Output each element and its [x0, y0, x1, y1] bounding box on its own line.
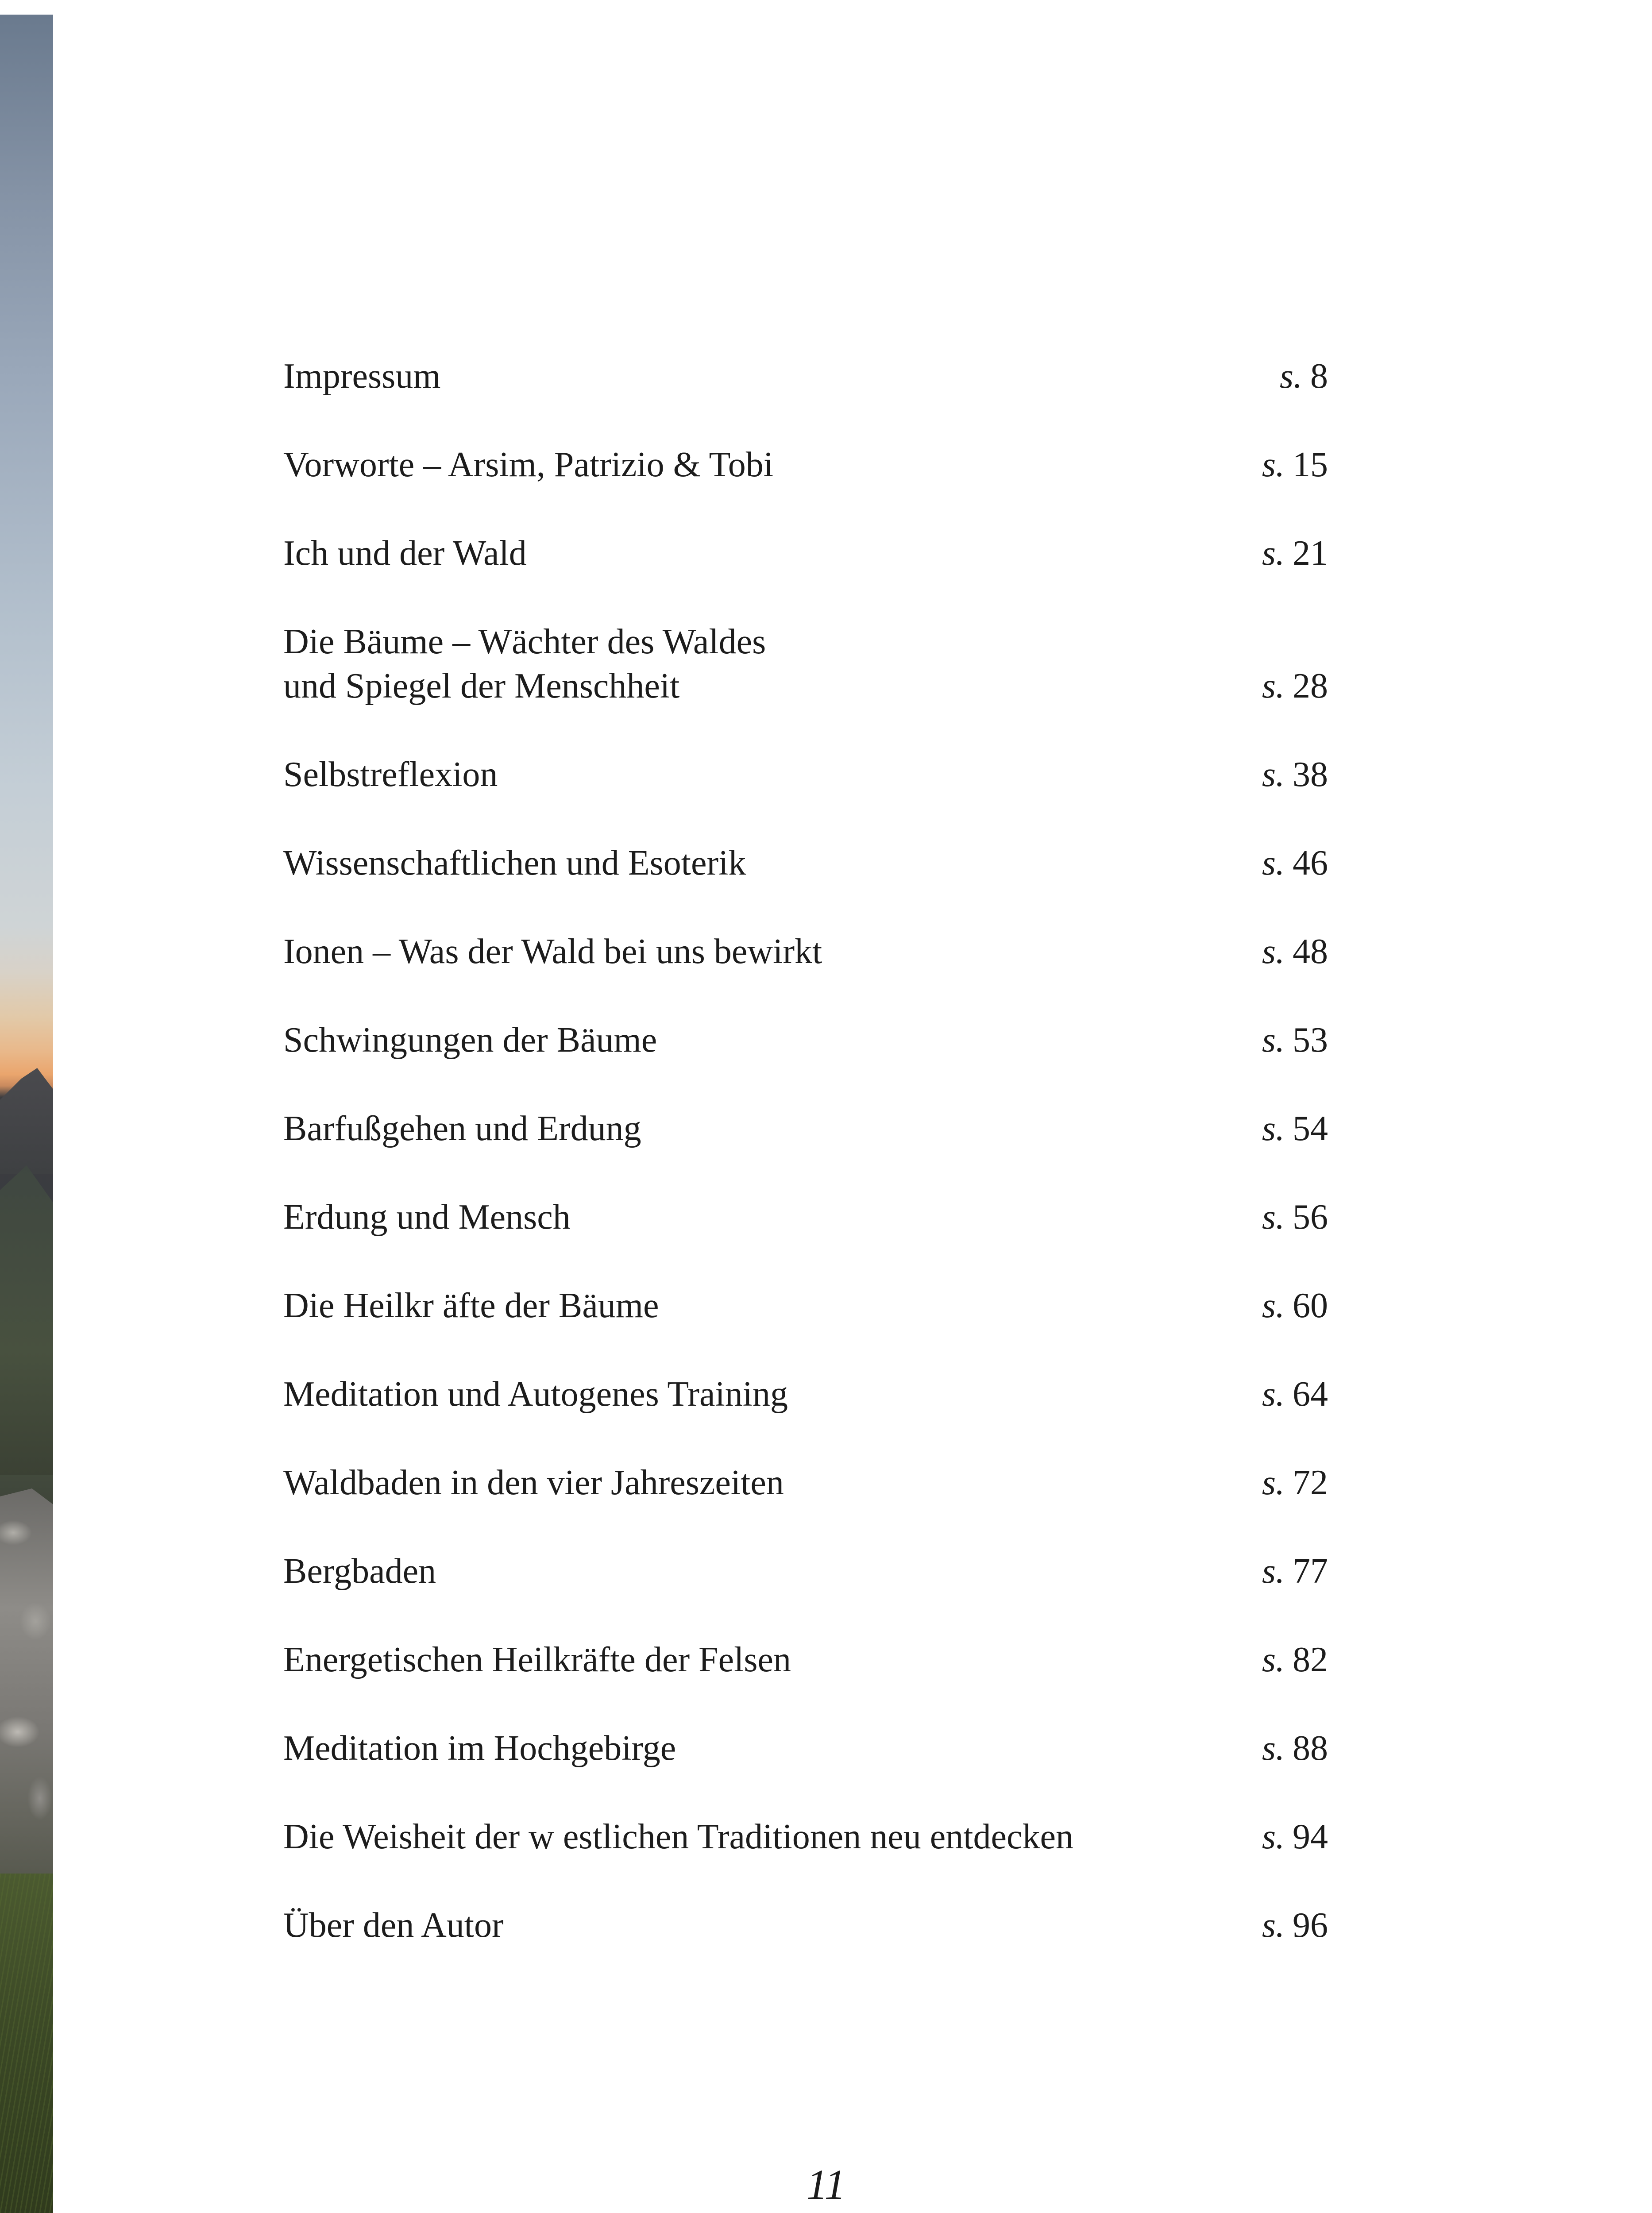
toc-entry[interactable] [283, 620, 1328, 708]
page-prefix: s. [1262, 1375, 1285, 1414]
page-ref: 94 [1293, 1817, 1328, 1856]
toc-entry-title: Meditation im Hochgebirge [283, 1729, 676, 1768]
mountain-ridge [0, 1068, 53, 1174]
toc-entry-page [1262, 1018, 1328, 1062]
toc-entry-title: Vorworte – Arsim, Patrizio & Tobi [283, 445, 773, 484]
page-prefix: s. [1262, 1463, 1285, 1502]
toc-entry-title: Impressum [283, 357, 441, 396]
page-ref: 60 [1293, 1286, 1328, 1325]
page-ref: 96 [1293, 1906, 1328, 1945]
page-prefix: s. [1262, 755, 1285, 794]
page-ref: 8 [1310, 357, 1328, 396]
toc-entry-title: Erdung und Mensch [283, 1198, 571, 1237]
page-prefix: s. [1262, 932, 1285, 971]
toc-entry-title: Über den Autor [283, 1906, 504, 1945]
page-prefix: s. [1262, 445, 1285, 484]
table-of-contents [283, 354, 1328, 1992]
toc-entry-page [1262, 752, 1328, 797]
toc-entry[interactable] [283, 1372, 1328, 1416]
page-ref: 46 [1293, 844, 1328, 883]
toc-entry-title: Ich und der Wald [283, 534, 527, 573]
toc-entry-title: Meditation und Autogenes Training [283, 1375, 788, 1414]
rock-outcrop [0, 1488, 53, 1887]
page-ref: 88 [1293, 1729, 1328, 1768]
toc-entry-page [1262, 664, 1328, 708]
page-ref: 21 [1293, 534, 1328, 573]
toc-entry-page [1262, 1815, 1328, 1859]
page-prefix: s. [1262, 1286, 1285, 1325]
toc-entry-title: Bergbaden [283, 1552, 436, 1591]
toc-entry-page [1262, 1284, 1328, 1328]
toc-entry-title: Barfußgehen und Erdung [283, 1109, 641, 1148]
toc-entry-page [1262, 531, 1328, 575]
toc-entry[interactable] [283, 1461, 1328, 1505]
page-ref: 15 [1293, 445, 1328, 484]
page-ref: 82 [1293, 1640, 1328, 1679]
page-ref: 54 [1293, 1109, 1328, 1148]
page-prefix: s. [1262, 1198, 1285, 1237]
page-prefix: s. [1262, 1729, 1285, 1768]
page-ref: 56 [1293, 1198, 1328, 1237]
toc-entry-title: Waldbaden in den vier Jahreszeiten [283, 1463, 784, 1502]
mountain-photo-strip [0, 15, 53, 2213]
page-ref: 77 [1293, 1552, 1328, 1591]
toc-entry-title: Selbstreflexion [283, 755, 498, 794]
toc-entry-title: Ionen – Was der Wald bei uns bewirkt [283, 932, 822, 971]
toc-entry[interactable] [283, 531, 1328, 575]
page-ref: 28 [1293, 667, 1328, 706]
toc-entry-title: Die Bäume – Wächter des Waldes und Spiegel der Menschheit [283, 622, 766, 706]
page-ref: 64 [1293, 1375, 1328, 1414]
page-prefix: s. [1262, 667, 1285, 706]
toc-entry[interactable] [283, 1018, 1328, 1062]
toc-entry[interactable] [283, 1815, 1328, 1859]
toc-entry-title: Wissenschaftlichen und Esoterik [283, 844, 746, 883]
toc-entry-page [1262, 1726, 1328, 1770]
toc-entry-page [1280, 354, 1328, 398]
toc-entry[interactable] [283, 752, 1328, 797]
page-prefix: s. [1262, 1640, 1285, 1679]
toc-entry[interactable] [283, 443, 1328, 487]
toc-entry-title: Die Weisheit der w estlichen Traditionen neu entdecken [283, 1817, 1073, 1856]
page-ref: 38 [1293, 755, 1328, 794]
page-prefix: s. [1262, 1021, 1285, 1060]
toc-entry-page [1262, 841, 1328, 885]
page-prefix: s. [1262, 1552, 1285, 1591]
toc-entry-title: Schwingungen der Bäume [283, 1021, 657, 1060]
toc-entry[interactable] [283, 929, 1328, 974]
toc-entry-title: Die Heilkr äfte der Bäume [283, 1286, 659, 1325]
toc-entry-page [1262, 1461, 1328, 1505]
toc-entry[interactable] [283, 1106, 1328, 1151]
page-prefix: s. [1279, 357, 1302, 396]
page-prefix: s. [1262, 844, 1285, 883]
toc-entry-page [1262, 929, 1328, 974]
page-number: 11 [806, 2161, 846, 2208]
toc-entry[interactable] [283, 1726, 1328, 1770]
toc-entry-title: Energetischen Heilkräfte der Felsen [283, 1640, 791, 1679]
page-ref: 72 [1293, 1463, 1328, 1502]
mountain-slope [0, 1165, 53, 1475]
toc-entry[interactable] [283, 1195, 1328, 1239]
page-prefix: s. [1262, 534, 1285, 573]
toc-entry-page [1262, 1195, 1328, 1239]
page-ref: 48 [1293, 932, 1328, 971]
toc-entry-page [1262, 1638, 1328, 1682]
toc-entry-page [1262, 1549, 1328, 1593]
toc-entry-page [1262, 443, 1328, 487]
page-prefix: s. [1262, 1817, 1285, 1856]
toc-entry-page [1262, 1903, 1328, 1947]
toc-entry-page [1262, 1106, 1328, 1151]
toc-entry[interactable] [283, 1903, 1328, 1947]
toc-entry[interactable] [283, 354, 1328, 398]
toc-entry[interactable] [283, 1549, 1328, 1593]
toc-entry-page [1262, 1372, 1328, 1416]
page-prefix: s. [1262, 1109, 1285, 1148]
page-ref: 53 [1293, 1021, 1328, 1060]
toc-entry[interactable] [283, 1638, 1328, 1682]
toc-entry[interactable] [283, 841, 1328, 885]
toc-entry[interactable] [283, 1284, 1328, 1328]
page-prefix: s. [1262, 1906, 1285, 1945]
